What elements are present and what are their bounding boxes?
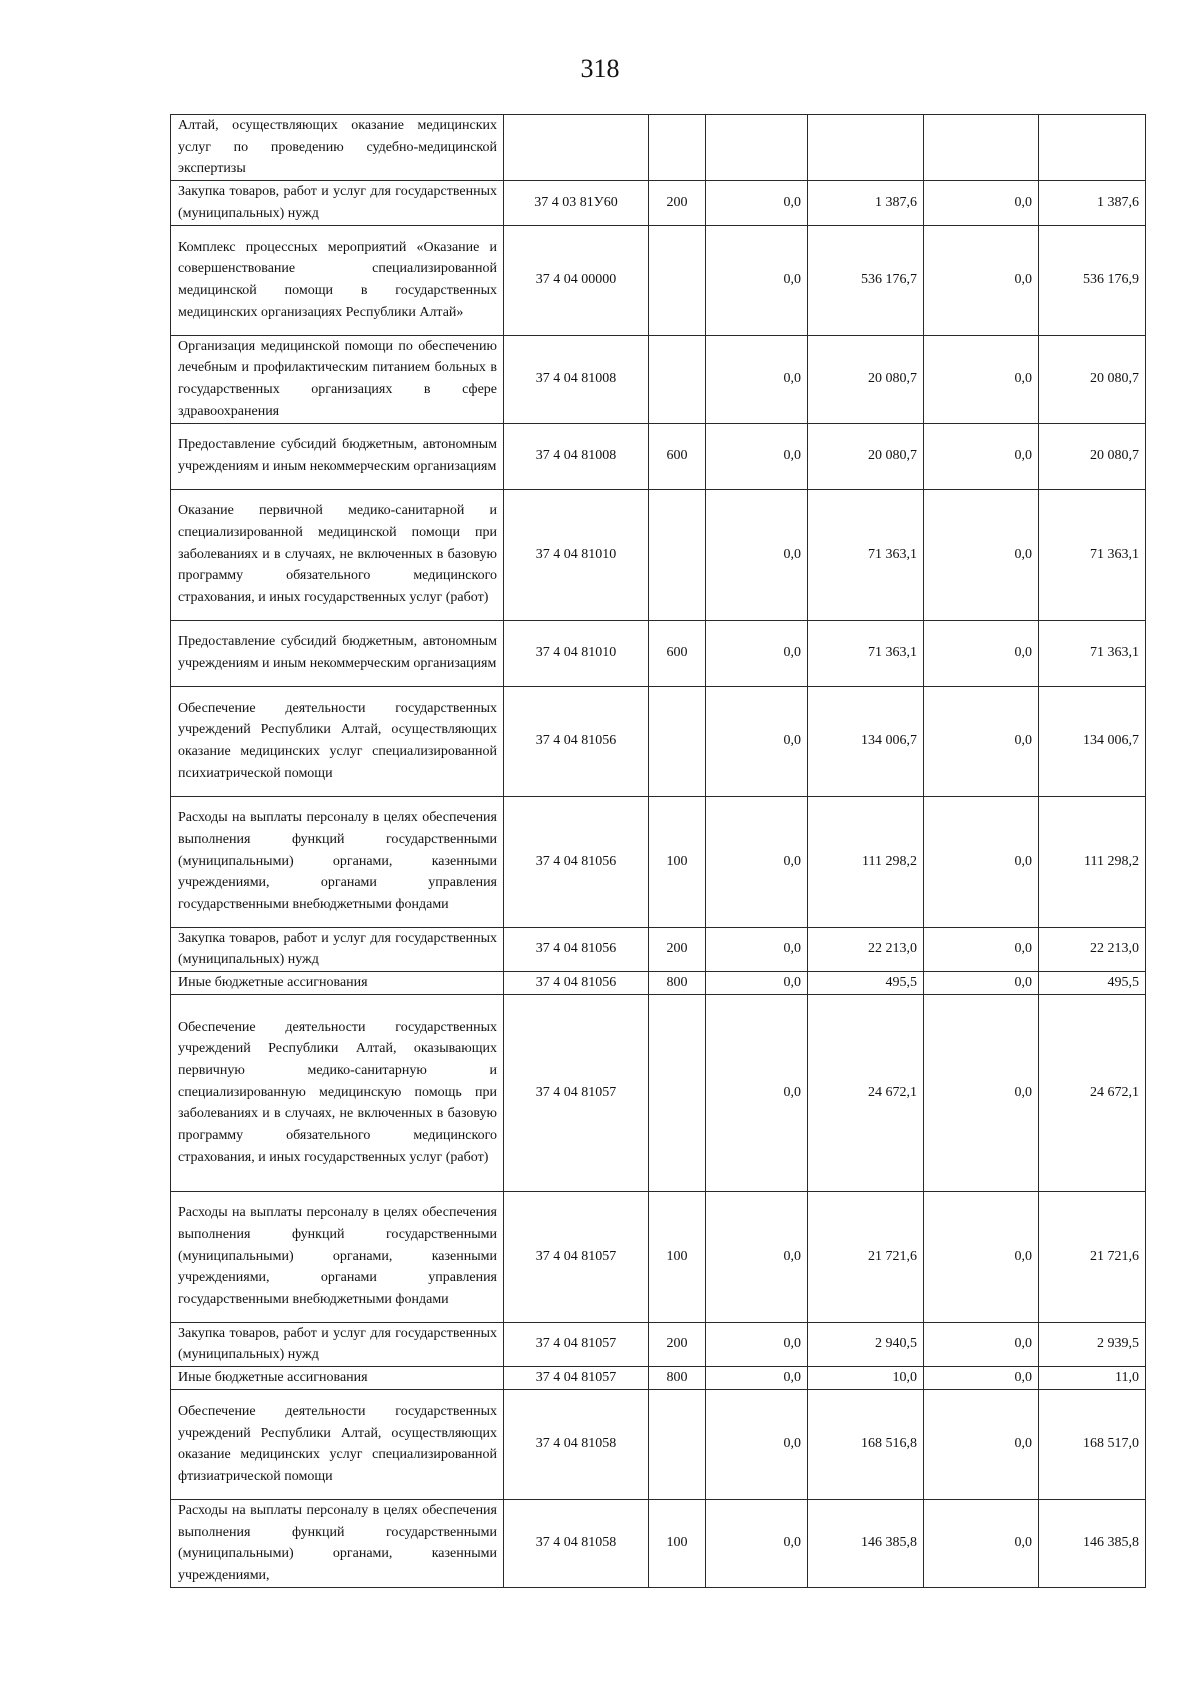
table-row — [171, 971, 1146, 994]
cell-value-3: 0,0 — [924, 1367, 1039, 1390]
cell-expense-type: 100 — [649, 796, 706, 927]
page-number: 318 — [580, 54, 620, 83]
cell-name: Алтай, осуществляющих оказание медицинских услуг по проведению судебно-медицинской экспертизы — [171, 115, 504, 181]
cell-name: Предоставление субсидий бюджетным, автономным учреждениям и иным некоммерческим организациям — [171, 423, 504, 489]
table-row — [171, 489, 1146, 620]
cell-target-code: 37 4 03 81У60 — [504, 181, 649, 225]
cell-value-4: 1 387,6 — [1039, 181, 1146, 225]
cell-target-code: 37 4 04 81058 — [504, 1389, 649, 1499]
cell-expense-type: 800 — [649, 1367, 706, 1390]
cell-expense-type — [649, 225, 706, 335]
cell-value-1: 0,0 — [706, 1322, 808, 1366]
cell-value-3: 0,0 — [924, 1499, 1039, 1587]
cell-target-code: 37 4 04 00000 — [504, 225, 649, 335]
cell-value-4: 20 080,7 — [1039, 335, 1146, 423]
cell-expense-type — [649, 686, 706, 796]
cell-expense-type: 100 — [649, 1191, 706, 1322]
cell-expense-type: 100 — [649, 1499, 706, 1587]
cell-target-code — [504, 115, 649, 181]
cell-target-code: 37 4 04 81057 — [504, 994, 649, 1191]
cell-value-4: 21 721,6 — [1039, 1191, 1146, 1322]
cell-value-3 — [924, 115, 1039, 181]
cell-expense-type — [649, 489, 706, 620]
cell-value-4 — [1039, 115, 1146, 181]
cell-target-code: 37 4 04 81056 — [504, 971, 649, 994]
cell-name: Оказание первичной медико-санитарной и специализированной медицинской помощи при заболеваниях и в случаях, не включенных в базовую программу обязательного медицинского страхования, и иных государственных услуг (работ) — [171, 489, 504, 620]
budget-table — [170, 114, 1146, 1588]
cell-name: Обеспечение деятельности государственных учреждений Республики Алтай, осуществляющих оказание медицинских услуг специализированной фтизиатрической помощи — [171, 1389, 504, 1499]
cell-target-code: 37 4 04 81057 — [504, 1191, 649, 1322]
cell-expense-type: 200 — [649, 181, 706, 225]
cell-value-2: 495,5 — [808, 971, 924, 994]
cell-value-3: 0,0 — [924, 489, 1039, 620]
cell-value-1: 0,0 — [706, 796, 808, 927]
cell-name: Иные бюджетные ассигнования — [171, 971, 504, 994]
cell-name: Комплекс процессных мероприятий «Оказание и совершенствование специализированной медицинской помощи в государственных медицинских организациях Республики Алтай» — [171, 225, 504, 335]
cell-target-code: 37 4 04 81010 — [504, 489, 649, 620]
cell-name: Закупка товаров, работ и услуг для государственных (муниципальных) нужд — [171, 1322, 504, 1366]
table-row — [171, 1367, 1146, 1390]
cell-value-1 — [706, 115, 808, 181]
cell-value-3: 0,0 — [924, 335, 1039, 423]
cell-name: Организация медицинской помощи по обеспечению лечебным и профилактическим питанием больных в государственных организациях в сфере здравоохранения — [171, 335, 504, 423]
cell-value-2: 134 006,7 — [808, 686, 924, 796]
cell-value-4: 24 672,1 — [1039, 994, 1146, 1191]
cell-value-3: 0,0 — [924, 927, 1039, 971]
cell-expense-type: 600 — [649, 620, 706, 686]
cell-value-1: 0,0 — [706, 423, 808, 489]
cell-value-4: 536 176,9 — [1039, 225, 1146, 335]
cell-target-code: 37 4 04 81056 — [504, 686, 649, 796]
cell-name: Обеспечение деятельности государственных учреждений Республики Алтай, оказывающих первичную медико-санитарную и специализированную медицинскую помощь при заболеваниях и в случаях, не включенных в базовую программу обязательного медицинского страхования, и иных государственных услуг (работ) — [171, 994, 504, 1191]
cell-target-code: 37 4 04 81008 — [504, 335, 649, 423]
cell-expense-type — [649, 994, 706, 1191]
cell-value-1: 0,0 — [706, 686, 808, 796]
cell-value-1: 0,0 — [706, 225, 808, 335]
cell-value-3: 0,0 — [924, 796, 1039, 927]
cell-name: Закупка товаров, работ и услуг для государственных (муниципальных) нужд — [171, 181, 504, 225]
cell-value-2: 536 176,7 — [808, 225, 924, 335]
cell-expense-type: 200 — [649, 1322, 706, 1366]
cell-value-4: 20 080,7 — [1039, 423, 1146, 489]
cell-value-4: 11,0 — [1039, 1367, 1146, 1390]
table-row — [171, 1322, 1146, 1366]
cell-value-4: 2 939,5 — [1039, 1322, 1146, 1366]
cell-value-4: 71 363,1 — [1039, 489, 1146, 620]
cell-value-1: 0,0 — [706, 620, 808, 686]
cell-value-4: 146 385,8 — [1039, 1499, 1146, 1587]
cell-expense-type: 600 — [649, 423, 706, 489]
cell-name: Иные бюджетные ассигнования — [171, 1367, 504, 1390]
table-row — [171, 423, 1146, 489]
cell-target-code: 37 4 04 81056 — [504, 796, 649, 927]
cell-expense-type — [649, 115, 706, 181]
cell-target-code: 37 4 04 81008 — [504, 423, 649, 489]
table-row — [171, 115, 1146, 181]
table-row — [171, 927, 1146, 971]
cell-expense-type — [649, 1389, 706, 1499]
cell-value-4: 71 363,1 — [1039, 620, 1146, 686]
table-row — [171, 620, 1146, 686]
cell-value-2: 20 080,7 — [808, 335, 924, 423]
cell-value-1: 0,0 — [706, 927, 808, 971]
cell-value-3: 0,0 — [924, 686, 1039, 796]
table-row — [171, 796, 1146, 927]
cell-value-2: 71 363,1 — [808, 620, 924, 686]
cell-name: Предоставление субсидий бюджетным, автономным учреждениям и иным некоммерческим организациям — [171, 620, 504, 686]
cell-value-2: 22 213,0 — [808, 927, 924, 971]
cell-value-3: 0,0 — [924, 620, 1039, 686]
cell-value-2: 71 363,1 — [808, 489, 924, 620]
cell-value-1: 0,0 — [706, 489, 808, 620]
table-row — [171, 1191, 1146, 1322]
cell-name: Закупка товаров, работ и услуг для государственных (муниципальных) нужд — [171, 927, 504, 971]
cell-target-code: 37 4 04 81010 — [504, 620, 649, 686]
cell-value-3: 0,0 — [924, 994, 1039, 1191]
cell-value-2: 2 940,5 — [808, 1322, 924, 1366]
cell-expense-type: 800 — [649, 971, 706, 994]
cell-value-1: 0,0 — [706, 971, 808, 994]
cell-name: Обеспечение деятельности государственных учреждений Республики Алтай, осуществляющих оказание медицинских услуг специализированной психиатрической помощи — [171, 686, 504, 796]
cell-value-3: 0,0 — [924, 225, 1039, 335]
cell-value-4: 168 517,0 — [1039, 1389, 1146, 1499]
cell-value-2 — [808, 115, 924, 181]
cell-value-4: 111 298,2 — [1039, 796, 1146, 927]
table-row — [171, 1499, 1146, 1587]
cell-target-code: 37 4 04 81057 — [504, 1367, 649, 1390]
cell-target-code: 37 4 04 81058 — [504, 1499, 649, 1587]
cell-expense-type — [649, 335, 706, 423]
cell-value-2: 21 721,6 — [808, 1191, 924, 1322]
cell-value-3: 0,0 — [924, 1389, 1039, 1499]
cell-target-code: 37 4 04 81057 — [504, 1322, 649, 1366]
cell-name: Расходы на выплаты персоналу в целях обеспечения выполнения функций государственными (муниципальными) органами, казенными учреждениями, органами управления государственными внебюджетными фондами — [171, 1191, 504, 1322]
table-body — [171, 115, 1146, 1588]
cell-value-4: 22 213,0 — [1039, 927, 1146, 971]
cell-value-4: 495,5 — [1039, 971, 1146, 994]
cell-value-1: 0,0 — [706, 1389, 808, 1499]
cell-value-2: 20 080,7 — [808, 423, 924, 489]
cell-value-1: 0,0 — [706, 1191, 808, 1322]
cell-value-3: 0,0 — [924, 181, 1039, 225]
cell-value-2: 1 387,6 — [808, 181, 924, 225]
cell-value-1: 0,0 — [706, 1499, 808, 1587]
table-row — [171, 225, 1146, 335]
cell-value-4: 134 006,7 — [1039, 686, 1146, 796]
cell-target-code: 37 4 04 81056 — [504, 927, 649, 971]
cell-value-2: 111 298,2 — [808, 796, 924, 927]
table-row — [171, 994, 1146, 1191]
cell-value-1: 0,0 — [706, 181, 808, 225]
cell-value-3: 0,0 — [924, 971, 1039, 994]
cell-value-2: 146 385,8 — [808, 1499, 924, 1587]
cell-expense-type: 200 — [649, 927, 706, 971]
cell-value-3: 0,0 — [924, 423, 1039, 489]
cell-value-3: 0,0 — [924, 1322, 1039, 1366]
cell-value-1: 0,0 — [706, 1367, 808, 1390]
cell-value-2: 24 672,1 — [808, 994, 924, 1191]
cell-value-1: 0,0 — [706, 335, 808, 423]
table-row — [171, 181, 1146, 225]
cell-value-2: 168 516,8 — [808, 1389, 924, 1499]
cell-value-3: 0,0 — [924, 1191, 1039, 1322]
cell-name: Расходы на выплаты персоналу в целях обеспечения выполнения функций государственными (муниципальными) органами, казенными учреждениями, — [171, 1499, 504, 1587]
table-row — [171, 1389, 1146, 1499]
table-row — [171, 335, 1146, 423]
cell-name: Расходы на выплаты персоналу в целях обеспечения выполнения функций государственными (муниципальными) органами, казенными учреждениями, органами управления государственными внебюджетными фондами — [171, 796, 504, 927]
cell-value-1: 0,0 — [706, 994, 808, 1191]
table-row — [171, 686, 1146, 796]
cell-value-2: 10,0 — [808, 1367, 924, 1390]
